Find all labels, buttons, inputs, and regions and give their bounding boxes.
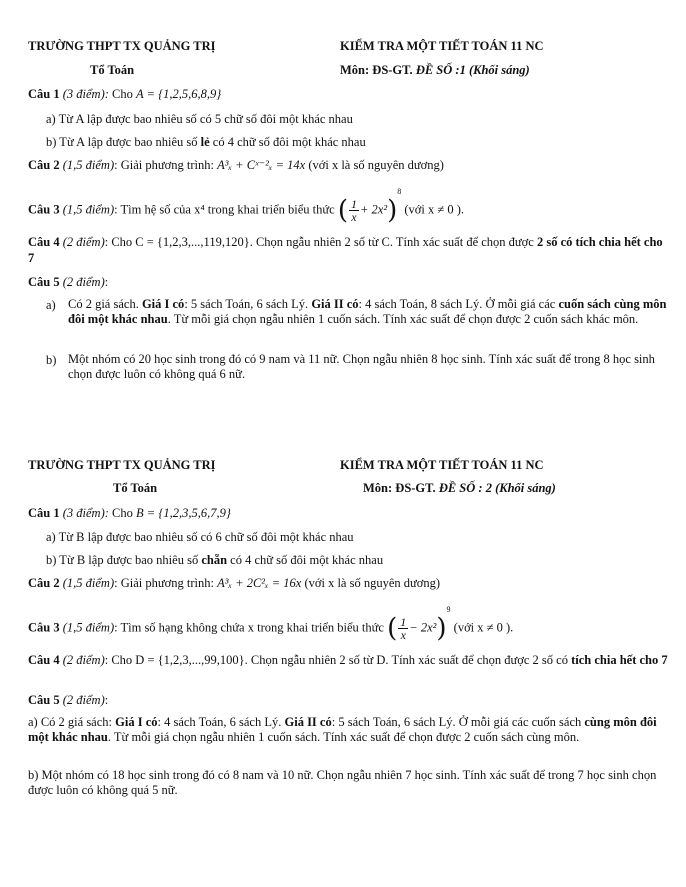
question-text: (với x là số nguyên dương) [301,576,441,590]
school-name: TRƯỜNG THPT TX QUẢNG TRỊ [28,458,216,472]
question-label: Câu 4 [28,653,60,667]
question-text: . Từ mỗi giá chọn ngẫu nhiên 1 cuốn sách. Tính xác suất để chọn được 2 cuốn sách khác môn. [167,312,639,326]
question-2 [28,157,444,173]
open-paren: ( [387,613,398,644]
question-label: Câu 4 [28,235,60,249]
keyword: chẵn [201,553,228,567]
question-label: Câu 2 [28,158,60,172]
question-text: : Giải phương trình: [114,158,218,172]
question-5 [28,274,108,290]
equation: A³ₓ + Cˣ⁻²ₓ = 14x [217,158,306,172]
close-paren: ) [436,613,447,644]
keyword: Giá II có [284,715,332,729]
equation: A³ₓ + 2C²ₓ = 16x [217,576,302,590]
set-definition: A = {1,2,5,6,8,9} [136,87,222,101]
question-points: (2 điểm) [59,275,105,289]
subject-prefix: Môn: ĐS-GT. [340,63,416,77]
question-points: (2 điểm) [59,693,105,707]
question-text: (với x là số nguyên dương) [305,158,444,172]
fraction-numerator: 1 [350,197,357,211]
fraction [398,616,408,641]
exam-code: ĐỀ SỐ :1 (Khối sáng) [415,63,530,77]
subject-prefix: Môn: ĐS-GT. [363,481,439,495]
fraction [349,198,359,223]
question-5a [28,715,668,745]
question-label: Câu 5 [28,693,60,707]
keyword: lẻ [200,135,210,149]
question-text: : 4 sách Toán, 6 sách Lý. [157,715,285,729]
fraction-denominator: x [351,210,357,224]
keyword: cùng môn đôi một khác nhau [28,715,657,744]
question-text: a) Có 2 giá sách: [28,715,116,729]
question-5b: b) Một nhóm có 18 học sinh trong đó có 8 nam và 10 nữ. Chọn ngẫu nhiên 7 học sinh. Tính xác suất để trong 7 học sinh chọn được luôn có không quá 5 nữ. [28,768,657,797]
subject-line [340,62,530,78]
question-label: Câu 3 [28,620,60,635]
question-5b: Một nhóm có 20 học sinh trong đó có 9 nam và 11 nữ. Chọn ngẫu nhiên 8 học sinh. Tính xác suất để trong 8 học sinh chọn được luôn có không quá 6 nữ. [68,352,655,381]
keyword: cuốn sách cùng môn đôi một khác nhau [68,297,667,326]
question-text: : Giải phương trình: [114,576,218,590]
question-text: Cho [108,87,136,101]
question-4 [28,652,668,668]
question-1a: a) Từ A lập được bao nhiêu số có 5 chữ số đôi một khác nhau [46,112,353,126]
question-1b [46,552,383,568]
question-text: Có 2 giá sách. [68,297,142,311]
set-definition: B = {1,2,3,5,6,7,9} [136,506,231,520]
exponent: 8 [397,187,402,197]
question-points: (1,5 điểm) [59,576,115,590]
question-label: Câu 2 [28,576,60,590]
question-points: (2 điểm) [59,235,105,249]
question-1 [28,86,221,102]
question-2 [28,575,440,591]
question-label: Câu 3 [28,202,60,217]
question-text: có 4 chữ số đôi một khác nhau [227,553,384,567]
exam-title: KIỂM TRA MỘT TIẾT TOÁN 11 NC [340,458,544,472]
exponent: 9 [446,605,451,615]
question-label: Câu 1 [28,506,60,520]
question-1 [28,505,231,521]
question-3 [28,605,514,644]
question-text: (với x ≠ 0 ). [450,620,514,635]
close-paren: ) [387,195,398,226]
open-paren: ( [337,195,348,226]
question-text: Cho [108,506,136,520]
question-3 [28,187,465,226]
question-label: Câu 1 [28,87,60,101]
subject-line [363,480,556,496]
question-4 [28,234,668,266]
expression: − 2x² [409,620,437,635]
exam-title: KIỂM TRA MỘT TIẾT TOÁN 11 NC [340,39,544,53]
school-name: TRƯỜNG THPT TX QUẢNG TRỊ [28,39,216,53]
keyword: Giá II có [311,297,359,311]
question-5 [28,692,108,708]
list-marker-b: b) [46,353,57,367]
question-text: có 4 chữ số đôi một khác nhau [209,135,366,149]
department: Tổ Toán [90,63,135,77]
department: Tổ Toán [113,481,158,495]
question-text: . Từ mỗi giá chọn ngẫu nhiên 1 cuốn sách. Tính xác suất để chọn được 2 cuốn sách cùng môn. [107,730,580,744]
question-text: : Tìm hệ số của x⁴ trong khai triển biểu thức [114,202,338,217]
exam-code: ĐỀ SỐ : 2 (Khối sáng) [438,481,556,495]
question-text: : 5 sách Toán, 6 sách Lý. Ở mỗi giá các cuốn sách [331,715,585,729]
question-5a [68,297,668,327]
question-text: b) Từ A lập được bao nhiêu số [46,135,201,149]
question-points: (3 điểm): [59,506,109,520]
question-points: (2 điểm) [59,653,105,667]
question-text: b) Từ B lập được bao nhiêu số [46,553,202,567]
fraction-denominator: x [400,628,406,642]
question-label: Câu 5 [28,275,60,289]
question-text: : [104,275,109,289]
question-text: (với x ≠ 0 ). [401,202,465,217]
question-text: : Cho D = {1,2,3,...,99,100}. Chọn ngẫu nhiên 2 số từ D. Tính xác suất để chọn được 2 số có [104,653,572,667]
question-1a: a) Từ B lập được bao nhiêu số có 6 chữ số đôi một khác nhau [46,530,354,544]
question-text: : 4 sách Toán, 8 sách Lý. Ở mỗi giá các [358,297,559,311]
keyword: 2 số có tích chia hết cho 7 [28,235,663,265]
question-points: (3 điểm): [59,87,109,101]
question-points: (1,5 điểm) [59,158,115,172]
question-text: : 5 sách Toán, 6 sách Lý. [184,297,312,311]
keyword: tích chia hết cho 7 [571,653,668,667]
question-text: : Cho C = {1,2,3,...,119,120}. Chọn ngẫu nhiên 2 số từ C. Tính xác suất để chọn được [104,235,537,249]
question-text: : [104,693,109,707]
list-marker-a: a) [46,298,56,312]
question-points: (1,5 điểm) [59,620,115,635]
question-1b [46,134,366,150]
question-text: : Tìm số hạng không chứa x trong khai triển biểu thức [114,620,388,635]
keyword: Giá I có [141,297,185,311]
expression: + 2x² [359,202,388,217]
question-points: (1,5 điểm) [59,202,115,217]
keyword: Giá I có [115,715,158,729]
fraction-numerator: 1 [400,615,407,629]
